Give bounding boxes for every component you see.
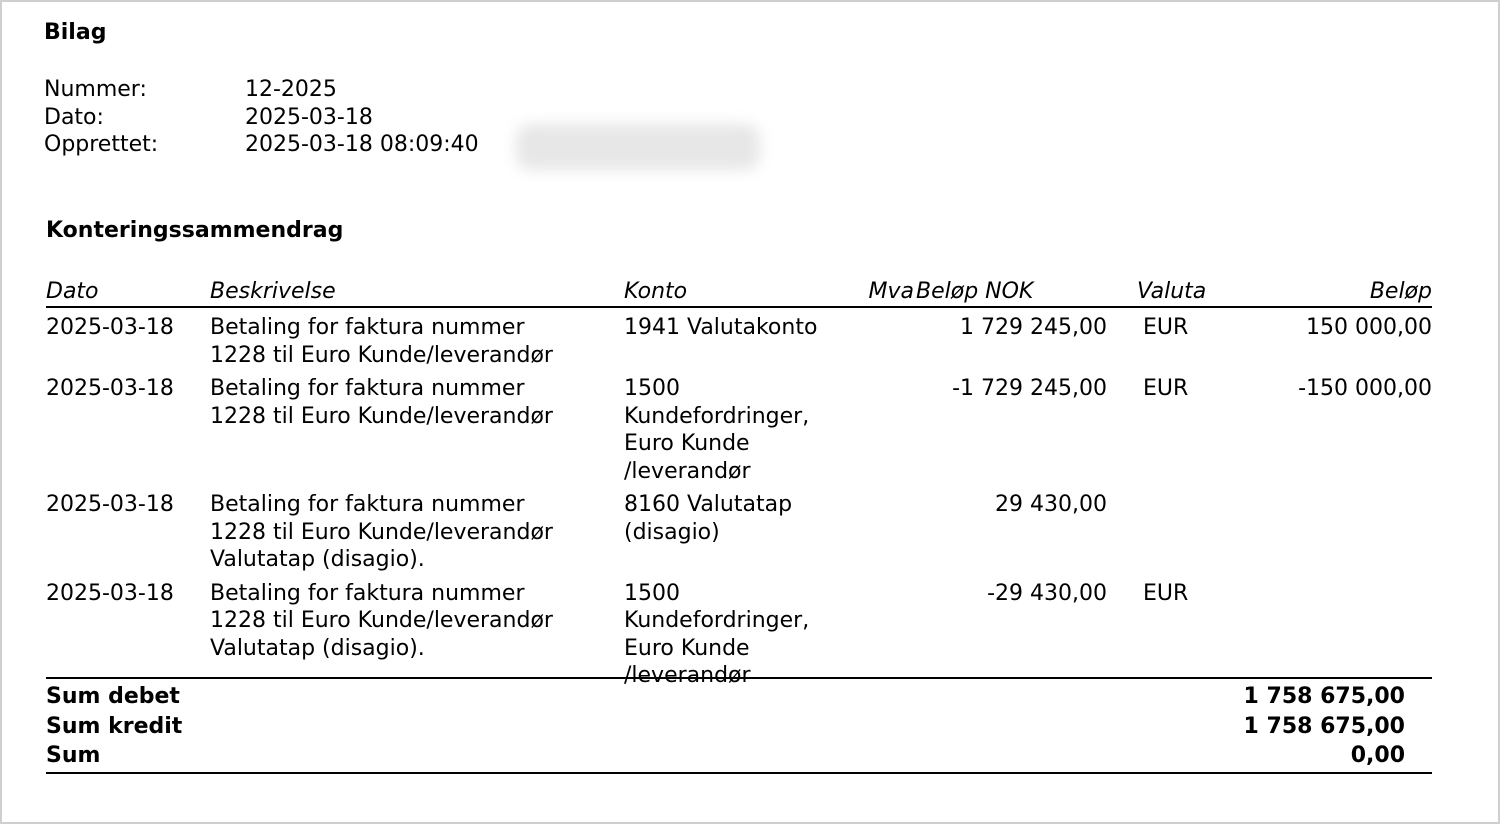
meta-row-opprettet bbox=[44, 131, 479, 159]
cell-line: Kundefordringer, bbox=[624, 403, 810, 429]
cell-line: Betaling for faktura nummer bbox=[210, 315, 525, 340]
cell-line: /leverandør bbox=[624, 663, 751, 688]
header-dato: Dato bbox=[46, 278, 210, 307]
cell-dato: 2025-03-18 bbox=[46, 580, 174, 606]
cell-belop: 150 000,00 bbox=[1306, 315, 1432, 340]
cell-line: /leverandør bbox=[624, 458, 751, 484]
cell-line: Kundefordringer, bbox=[624, 608, 810, 633]
cell-line: Euro Kunde bbox=[624, 635, 750, 661]
cell-belop bbox=[1204, 574, 1432, 690]
summary-value: 1 758 675,00 bbox=[1243, 684, 1405, 709]
cell-line: 1228 til Euro Kunde/leverandør bbox=[210, 403, 553, 429]
cell-belop-nok: 29 430,00 bbox=[995, 492, 1107, 517]
cell-konto bbox=[624, 574, 842, 690]
header-mva: Mva bbox=[842, 278, 914, 307]
cell-valuta: EUR bbox=[1143, 580, 1189, 606]
header-beskrivelse: Beskrivelse bbox=[210, 278, 624, 307]
header-belop-nok: Beløp NOK bbox=[914, 278, 1107, 307]
cell-line: 1941 Valutakonto bbox=[624, 315, 818, 340]
summary-label: Sum kredit bbox=[46, 713, 183, 739]
summary-value: 0,00 bbox=[1350, 743, 1405, 768]
cell-beskrivelse bbox=[210, 369, 624, 485]
cell-line: 1228 til Euro Kunde/leverandør bbox=[210, 342, 553, 368]
meta-value: 2025-03-18 bbox=[245, 104, 373, 130]
cell-belop bbox=[1204, 485, 1432, 574]
cell-mva bbox=[842, 307, 914, 369]
cell-line: 1228 til Euro Kunde/leverandør bbox=[210, 519, 553, 545]
meta-label: Nummer: bbox=[44, 77, 147, 102]
meta-label: Opprettet: bbox=[44, 132, 159, 157]
summary-label: Sum debet bbox=[46, 684, 180, 709]
cell-mva bbox=[842, 485, 914, 574]
cell-konto bbox=[624, 369, 842, 485]
cell-line: 1500 bbox=[624, 580, 680, 606]
voucher-meta bbox=[44, 76, 479, 159]
cell-line: Valutatap (disagio). bbox=[210, 635, 425, 661]
table-row bbox=[46, 574, 1432, 690]
cell-dato: 2025-03-18 bbox=[46, 315, 174, 340]
summary-block bbox=[46, 677, 1432, 774]
meta-value: 12-2025 bbox=[245, 77, 337, 102]
cell-belop: -150 000,00 bbox=[1298, 376, 1432, 401]
cell-belop-nok: 1 729 245,00 bbox=[960, 315, 1107, 340]
cell-mva bbox=[842, 369, 914, 485]
cell-line: Betaling for faktura nummer bbox=[210, 492, 525, 517]
cell-konto bbox=[624, 485, 842, 574]
summary-row-debet bbox=[46, 682, 1432, 712]
cell-beskrivelse bbox=[210, 574, 624, 690]
summary-row-kredit bbox=[46, 712, 1432, 742]
cell-valuta: EUR bbox=[1143, 376, 1189, 401]
table-body bbox=[46, 307, 1432, 690]
cell-dato: 2025-03-18 bbox=[46, 492, 174, 517]
header-belop: Beløp bbox=[1204, 278, 1432, 307]
section-title: Konteringssammendrag bbox=[46, 218, 344, 243]
table-row bbox=[46, 369, 1432, 485]
cell-beskrivelse bbox=[210, 307, 624, 369]
cell-valuta: EUR bbox=[1143, 315, 1189, 340]
meta-value: 2025-03-18 08:09:40 bbox=[245, 132, 479, 157]
cell-line: Valutatap (disagio). bbox=[210, 547, 425, 572]
meta-label: Dato: bbox=[44, 104, 104, 130]
cell-dato: 2025-03-18 bbox=[46, 376, 174, 401]
cell-line: 1228 til Euro Kunde/leverandør bbox=[210, 608, 553, 633]
summary-row-sum bbox=[46, 741, 1432, 771]
summary-label: Sum bbox=[46, 743, 101, 768]
cell-belop-nok: -29 430,00 bbox=[987, 580, 1107, 606]
cell-belop-nok: -1 729 245,00 bbox=[952, 376, 1107, 401]
table-header-row bbox=[46, 278, 1432, 307]
cell-konto bbox=[624, 307, 842, 369]
cell-line: Euro Kunde bbox=[624, 431, 750, 456]
table-row bbox=[46, 307, 1432, 369]
summary-value: 1 758 675,00 bbox=[1243, 713, 1405, 739]
meta-row-dato bbox=[44, 104, 479, 132]
cell-line: Betaling for faktura nummer bbox=[210, 580, 525, 606]
posting-table bbox=[46, 278, 1432, 690]
redacted-area bbox=[516, 124, 760, 170]
cell-beskrivelse bbox=[210, 485, 624, 574]
cell-line: 8160 Valutatap bbox=[624, 492, 793, 517]
cell-mva bbox=[842, 574, 914, 690]
table-row bbox=[46, 485, 1432, 574]
cell-valuta bbox=[1107, 485, 1204, 574]
cell-line: Betaling for faktura nummer bbox=[210, 376, 525, 401]
meta-row-nummer bbox=[44, 76, 479, 104]
cell-line: (disagio) bbox=[624, 519, 720, 545]
document-title: Bilag bbox=[44, 20, 107, 45]
header-konto: Konto bbox=[624, 278, 842, 307]
cell-line: 1500 bbox=[624, 376, 680, 401]
header-valuta: Valuta bbox=[1107, 278, 1204, 307]
